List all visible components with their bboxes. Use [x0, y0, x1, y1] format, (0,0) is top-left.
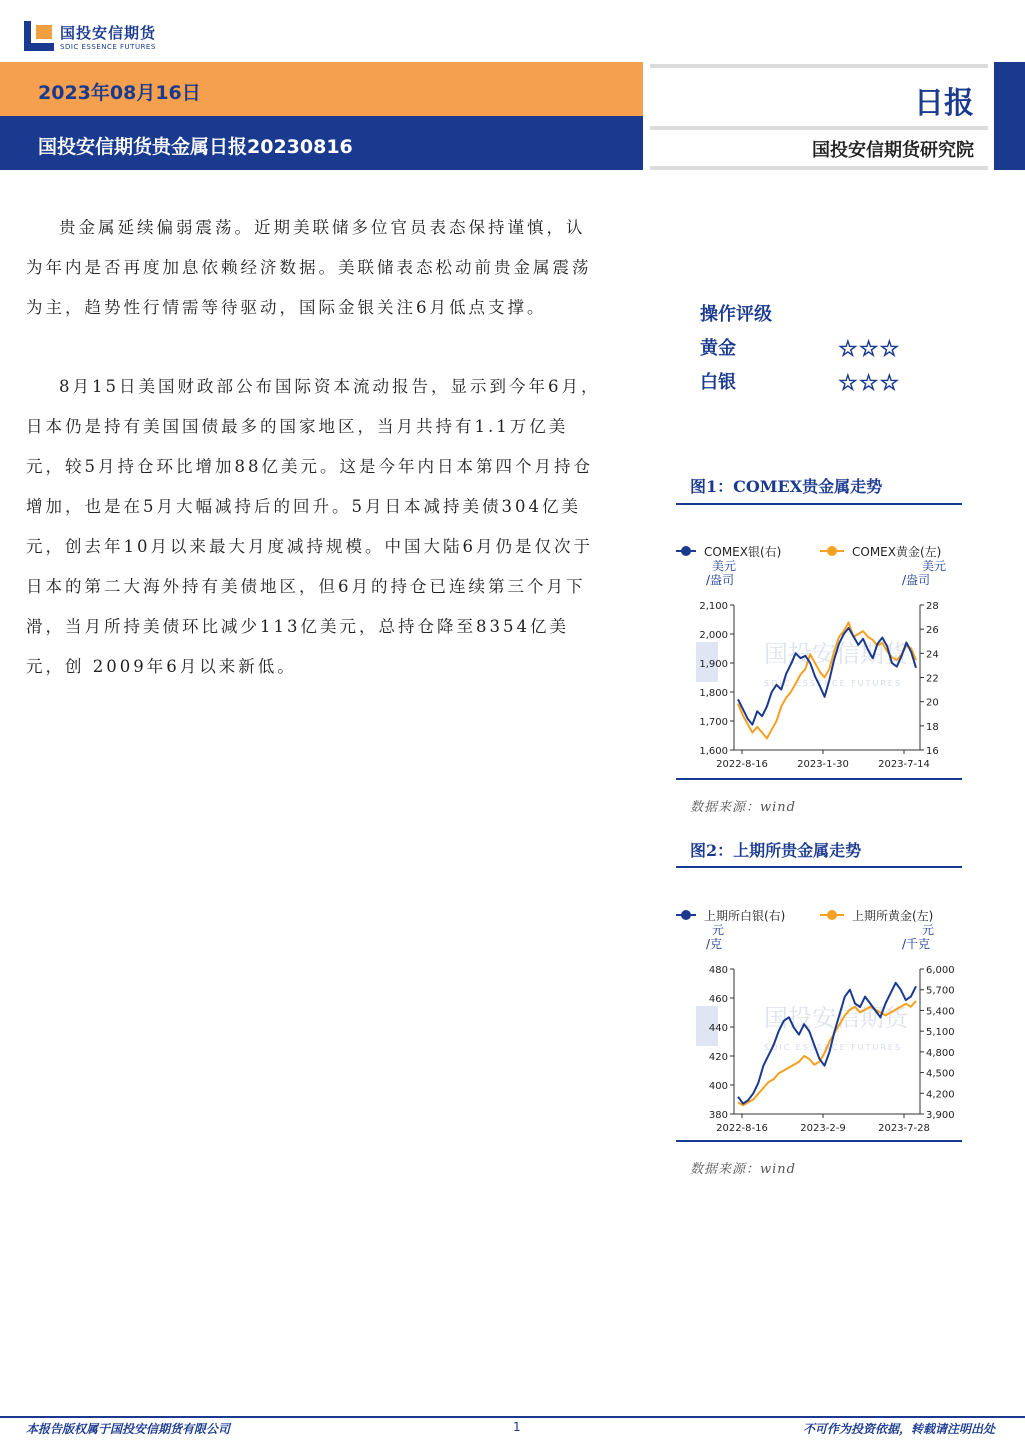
logo-en-text: SDIC ESSENCE FUTURES — [60, 42, 156, 51]
left-tick-label: 460 — [708, 994, 728, 1005]
left-unit: /盎司 — [706, 573, 735, 587]
right-tick-label: 5,100 — [926, 1027, 955, 1039]
right-tick-label: 26 — [926, 625, 939, 637]
right-tick-label: 28 — [926, 601, 939, 612]
watermark-text: 国投安信期货 — [764, 640, 908, 668]
figure-2-title: 图2：上期所贵金属走势 — [690, 841, 862, 860]
left-tick-label: 2,100 — [699, 601, 728, 612]
page-number: 1 — [513, 1420, 521, 1434]
chart-2 — [676, 894, 962, 1142]
left-tick-label: 2,000 — [699, 630, 728, 641]
left-tick-label: 380 — [708, 1110, 728, 1121]
x-tick-label: 2023-7-14 — [878, 759, 930, 770]
logo-mark-icon — [24, 21, 54, 51]
figure-2-bottom-rule — [676, 1140, 962, 1142]
legend-marker — [681, 546, 691, 556]
figure-1-bottom-rule — [676, 778, 962, 780]
left-tick-label: 480 — [708, 965, 728, 976]
report-body — [26, 208, 604, 726]
right-tick-label: 22 — [926, 673, 939, 685]
right-tick-label: 24 — [926, 649, 939, 661]
right-tick-label: 20 — [926, 697, 939, 709]
legend-marker — [827, 910, 837, 920]
right-tick-label: 6,000 — [926, 965, 955, 976]
operation-rating — [700, 298, 920, 400]
chart-1-svg — [676, 530, 962, 780]
rating-name: 白银 — [700, 372, 736, 393]
right-tick-label: 4,200 — [926, 1089, 955, 1101]
divider — [650, 166, 988, 170]
report-type-header — [650, 62, 988, 170]
watermark-text: 国投安信期货 — [764, 1004, 908, 1032]
watermark-text-en: SDIC ESSENCE FUTURES — [764, 1043, 903, 1052]
star-icon: ☆☆☆ — [838, 370, 901, 396]
legend-label: COMEX黄金(左) — [852, 545, 942, 559]
left-unit: 美元 — [712, 559, 737, 573]
left-tick-label: 1,700 — [699, 717, 728, 728]
right-tick-label: 16 — [926, 746, 939, 757]
right-tick-label: 18 — [926, 721, 939, 733]
chart-1 — [676, 530, 962, 780]
date-bar — [0, 62, 643, 116]
right-tick-label: 5,700 — [926, 985, 955, 997]
right-unit: /千克 — [902, 937, 931, 951]
x-tick-label: 2023-7-28 — [878, 1123, 930, 1134]
right-tick-label: 4,500 — [926, 1068, 955, 1080]
report-title: 国投安信期货贵金属日报20230816 — [38, 136, 353, 158]
right-tick-label: 5,400 — [926, 1006, 955, 1018]
left-tick-label: 1,600 — [699, 746, 728, 757]
left-tick-label: 440 — [708, 1023, 728, 1034]
legend-marker — [681, 910, 691, 920]
legend-label: 上期所黄金(左) — [852, 909, 934, 923]
figure-1-source: 数据来源：wind — [690, 800, 796, 815]
chart-2-svg — [676, 894, 962, 1142]
divider — [650, 64, 988, 68]
legend-label: 上期所白银(右) — [704, 909, 786, 923]
rating-title: 操作评级 — [700, 304, 772, 325]
paragraph-1: 贵金属延续偏弱震荡。近期美联储多位官员表态保持谨慎，认为年内是否再度加息依赖经济数据。美联储表态松动前贵金属震荡为主，趋势性行情需等待驱动，国际金银关注6月低点支撑。 — [26, 218, 592, 317]
report-type: 日报 — [914, 86, 974, 121]
left-tick-label: 1,800 — [699, 688, 728, 699]
rating-name: 黄金 — [700, 338, 736, 359]
legend-marker — [827, 546, 837, 556]
legend-label: COMEX银(右) — [704, 545, 782, 559]
figure-1-rule — [676, 503, 962, 505]
footer-copyright: 本报告版权属于国投安信期货有限公司 — [26, 1422, 231, 1436]
figure-2-rule — [676, 866, 962, 868]
company-logo — [24, 18, 156, 54]
star-icon: ☆☆☆ — [838, 336, 901, 362]
right-unit: 元 — [922, 923, 935, 937]
watermark-text-en: SDIC ESSENCE FUTURES — [764, 679, 903, 688]
title-bar — [0, 116, 643, 170]
x-tick-label: 2022-8-16 — [716, 759, 768, 770]
footer-disclaimer: 不可作为投资依据，转载请注明出处 — [802, 1422, 995, 1436]
x-tick-label: 2022-8-16 — [716, 1123, 768, 1134]
left-tick-label: 1,900 — [699, 659, 728, 670]
figure-2-source: 数据来源：wind — [690, 1162, 796, 1177]
x-tick-label: 2023-2-9 — [800, 1123, 846, 1134]
left-unit: 元 — [712, 923, 725, 937]
report-date: 2023年08月16日 — [38, 82, 201, 104]
header-blue-tab — [994, 62, 1025, 170]
rating-row-silver — [700, 366, 920, 400]
right-tick-label: 3,900 — [926, 1110, 955, 1121]
rating-row-gold — [700, 332, 920, 366]
left-tick-label: 420 — [708, 1052, 728, 1063]
footer-rule — [0, 1416, 1025, 1418]
left-tick-label: 400 — [708, 1081, 728, 1092]
figure-1-title: 图1：COMEX贵金属走势 — [690, 477, 883, 496]
logo-cn-text: 国投安信期货 — [60, 23, 157, 42]
x-tick-label: 2023-1-30 — [797, 759, 849, 770]
institute-name: 国投安信期货研究院 — [812, 140, 974, 161]
right-tick-label: 4,800 — [926, 1047, 955, 1059]
left-unit: /克 — [706, 937, 723, 951]
paragraph-2: 8月15日美国财政部公布国际资本流动报告，显示到今年6月，日本仍是持有美国国债最多的国家地区，当月共持有1.1万亿美元，较5月持仓环比增加88亿美元。这是今年内日本第四个月持仓增加，也是在5月大幅减持后的回升。5月日本减持美债304亿美元，创去年10月以来最大月度减持规模。中国大陆6月仍是仅次于日本的第二大海外持有美债地区，但6月的持仓已连续第三个月下滑，当月所持美债环比减少113亿美元，总持仓降至8354亿美元，创 2009年6月以来新低。 — [26, 377, 601, 676]
right-unit: 美元 — [922, 559, 947, 573]
right-unit: /盎司 — [902, 573, 931, 587]
divider — [650, 126, 988, 130]
